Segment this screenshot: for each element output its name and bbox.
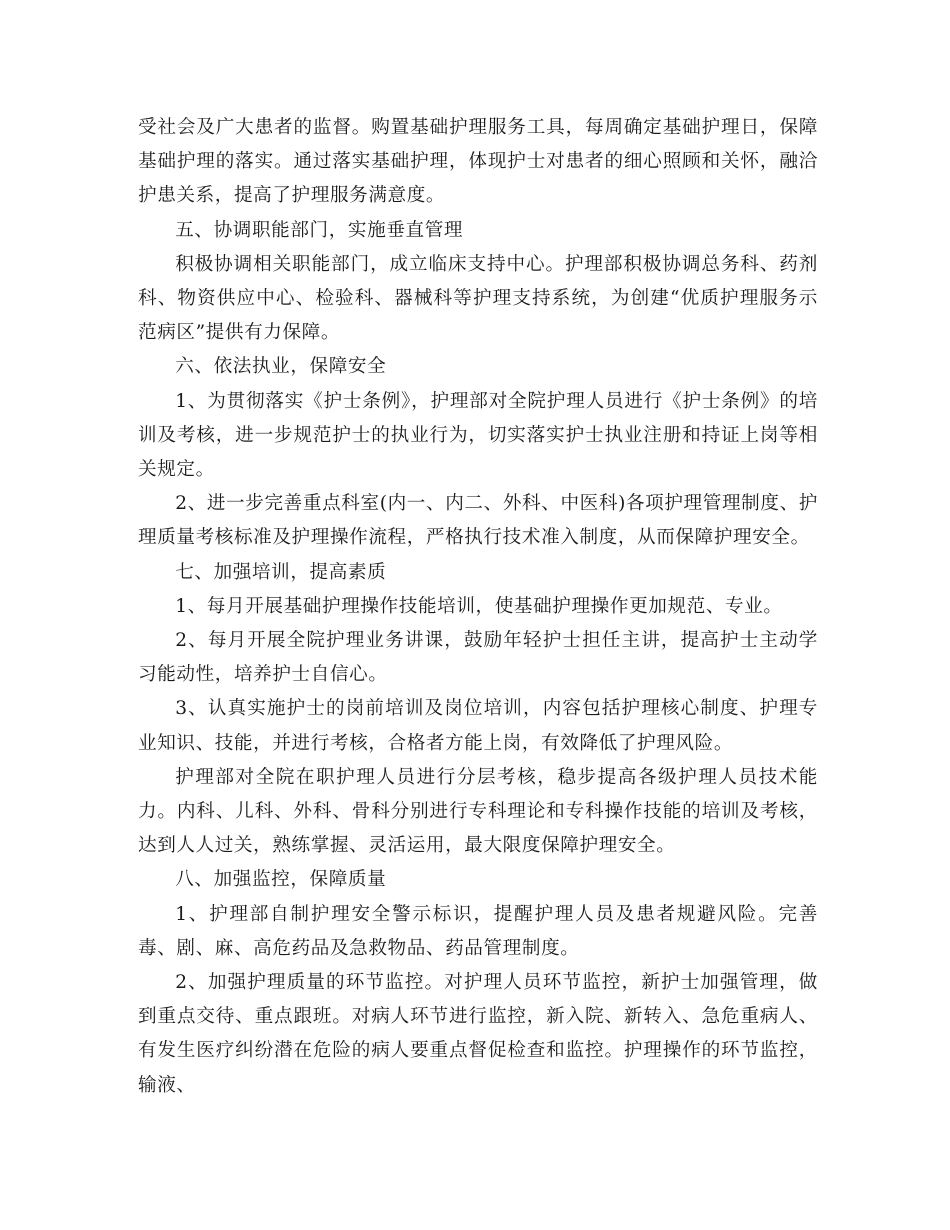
paragraph-8: 护理部对全院在职护理人员进行分层考核，稳步提高各级护理人员技术能力。内科、儿科、外科、骨科分别进行专科理论和专科操作技能的培训及考核，达到人人过关，熟练掌握、灵活运用，最大限度保障护理安全。 [138, 766, 818, 857]
document-body [138, 111, 818, 1103]
paragraph-10: 2、加强护理质量的环节监控。对护理人员环节监控，新护士加强管理，做到重点交待、重点跟班。对病人环节进行监控，新入院、新转入、急危重病人、有发生医疗纠纷潜在危险的病人要重点督促检查和监控。护理操作的环节监控，输液、 [138, 972, 818, 1096]
paragraph-2: 积极协调相关职能部门，成立临床支持中心。护理部积极协调总务科、药剂科、物资供应中心、检验科、器械科等护理支持系统，为创建“优质护理服务示范病区”提供有力保障。 [138, 253, 818, 344]
paragraph-7: 3、认真实施护士的岗前培训及岗位培训，内容包括护理核心制度、护理专业知识、技能，并进行考核，合格者方能上岗，有效降低了护理风险。 [138, 698, 818, 754]
paragraph-4: 2、进一步完善重点科室(内一、内二、外科、中医科)各项护理管理制度、护理质量考核标准及护理操作流程，严格执行技术准入制度，从而保障护理安全。 [138, 493, 818, 549]
paragraph-9: 1、护理部自制护理安全警示标识，提醒护理人员及患者规避风险。完善毒、剧、麻、高危药品及急救物品、药品管理制度。 [138, 903, 818, 959]
paragraph-1: 受社会及广大患者的监督。购置基础护理服务工具，每周确定基础护理日，保障基础护理的落实。通过落实基础护理，体现护士对患者的细心照顾和关怀，融洽护患关系，提高了护理服务满意度。 [138, 117, 818, 207]
section-heading-5: 五、协调职能部门，实施垂直管理 [175, 219, 464, 241]
paragraph-5: 1、每月开展基础护理操作技能培训，使基础护理操作更加规范、专业。 [175, 595, 783, 617]
paragraph-6: 2、每月开展全院护理业务讲课，鼓励年轻护士担任主讲，提高护士主动学习能动性，培养护士自信心。 [138, 630, 818, 686]
paragraph-3: 1、为贯彻落实《护士条例》，护理部对全院护理人员进行《护士条例》的培训及考核，进一步规范护士的执业行为，切实落实护士执业注册和持证上岗等相关规定。 [138, 390, 818, 481]
section-heading-8: 八、加强监控，保障质量 [175, 869, 387, 891]
section-heading-7: 七、加强培训，提高素质 [175, 561, 387, 583]
section-heading-6: 六、依法执业，保障安全 [175, 356, 387, 378]
